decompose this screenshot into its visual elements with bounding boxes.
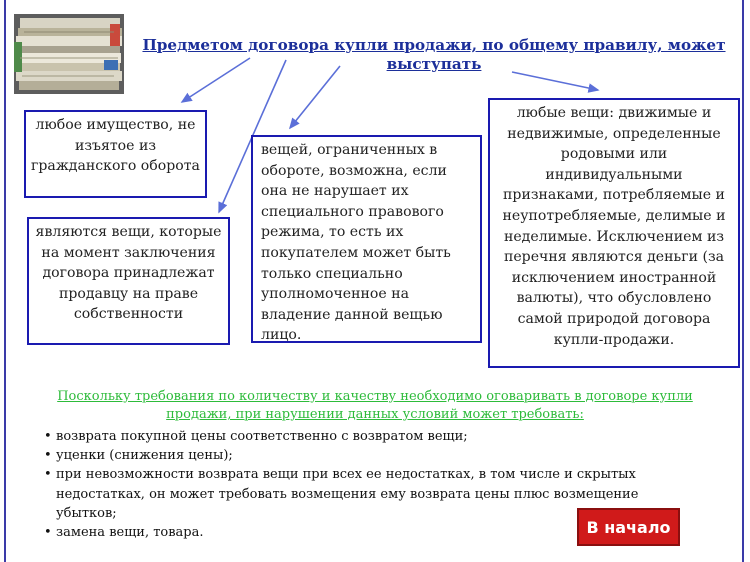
bullet-icon: • (44, 429, 52, 444)
home-button[interactable]: В начало (577, 508, 680, 546)
slide-title: Предметом договора купли продажи, по общему правилу, может выступать (142, 36, 726, 73)
arrow-to-any-property (182, 58, 250, 102)
bullet-icon: • (44, 525, 52, 541)
box-limited-things: вещей, ограниченных в обороте, возможна, если она не нарушает их специального правового режима, то есть их покупателем может быть только специально уполномоченное на владение данной вещью лицо. (251, 135, 482, 343)
requirements-subtitle: Поскольку требования по количеству и качеству необходимо оговаривать в договоре купли продажи, при нарушении данных условий может требовать: (57, 389, 693, 422)
box-things-owned: являются вещи, которые на момент заключения договора принадлежат продавцу на праве собственности (27, 217, 230, 345)
list-item: • замена вещи, товара. (44, 523, 684, 542)
bullet-icon: • (44, 448, 52, 464)
box-any-property: любое имущество, не изъятое из гражданского оборота (24, 110, 207, 198)
bullet-icon: • (44, 467, 52, 483)
list-item: • при невозможности возврата вещи при всех ее недостатках, в том числе и скрытых недостатках, он может требовать возмещения ему возврата цены плюс возмещение убытков; (44, 467, 639, 521)
arrow-to-limited-things (290, 66, 340, 128)
box-any-things: любые вещи: движимые и недвижимые, определенные родовыми или индивидуальными признаками, потребляемые и неупотребляемые, делимые и неделимые. Исключением из перечня являются деньги (за исключением иностранной валюты), что обусловлено самой природой договора купли-продажи. (488, 98, 740, 368)
arrow-to-any-things (512, 72, 598, 90)
list-item: • возврата покупной цены соответственно с возвратом вещи; (44, 427, 684, 446)
list-item: • уценки (снижения цены); (44, 446, 684, 465)
